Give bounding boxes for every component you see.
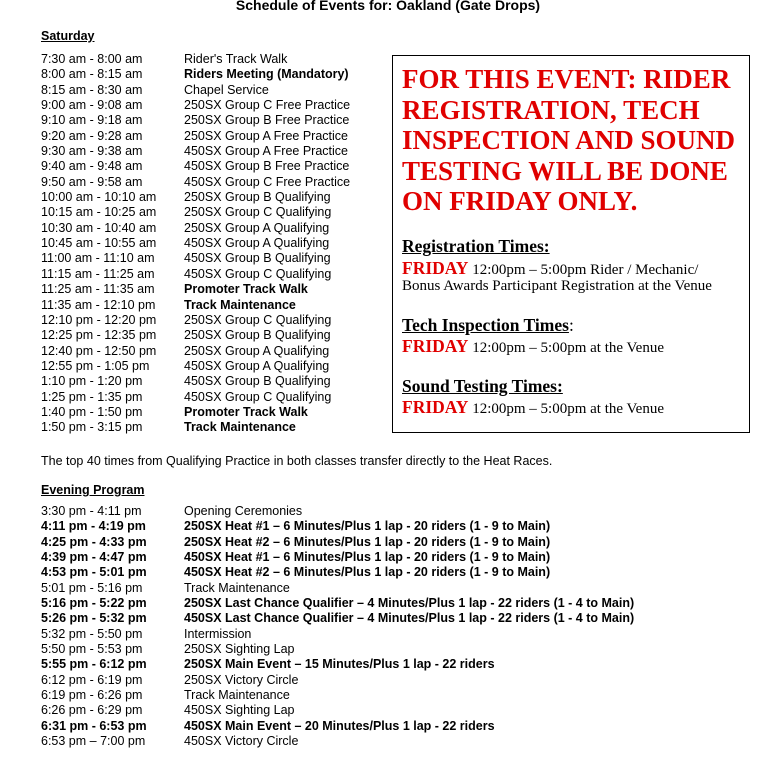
schedule-time: 9:20 am - 9:28 am [41, 128, 143, 143]
schedule-time: 5:01 pm - 5:16 pm [41, 580, 143, 595]
schedule-event: 250SX Heat #2 – 6 Minutes/Plus 1 lap - 20 riders (1 - 9 to Main) [184, 534, 551, 549]
schedule-event: 450SX Last Chance Qualifier – 4 Minutes/Plus 1 lap - 22 riders (1 - 4 to Main) [184, 611, 635, 626]
schedule-time: 8:15 am - 8:30 am [41, 82, 143, 97]
schedule-event: 450SX Group A Free Practice [184, 144, 348, 159]
schedule-event: 450SX Group B Qualifying [184, 374, 331, 389]
tech-heading-text: Tech Inspection Times [402, 315, 569, 335]
schedule-time: 1:25 pm - 1:35 pm [41, 389, 143, 404]
schedule-event: Chapel Service [184, 82, 269, 97]
schedule-time: 4:25 pm - 4:33 pm [41, 534, 147, 549]
schedule-event: 450SX Group B Free Practice [184, 159, 350, 174]
schedule-event: 450SX Group C Free Practice [184, 174, 351, 189]
schedule-time: 4:11 pm - 4:19 pm [41, 519, 146, 534]
schedule-time: 9:10 am - 9:18 am [41, 113, 143, 128]
schedule-time: 5:32 pm - 5:50 pm [41, 626, 143, 641]
registration-heading-text: Registration Times: [402, 236, 550, 256]
schedule-event: 450SX Group A Qualifying [184, 358, 330, 373]
schedule-time: 6:19 pm - 6:26 pm [41, 688, 143, 703]
schedule-time: 6:31 pm - 6:53 pm [41, 718, 147, 733]
schedule-time: 6:26 pm - 6:29 pm [41, 703, 143, 718]
registration-time: 12:00pm – 5:00pm Rider / Mechanic/ [468, 262, 699, 278]
tech-heading-colon: : [568, 315, 574, 335]
schedule-event: 450SX Victory Circle [184, 734, 299, 749]
tech-time: 12:00pm – 5:00pm at the Venue [468, 340, 664, 356]
schedule-event: 250SX Victory Circle [184, 672, 299, 687]
sound-heading [402, 376, 563, 396]
tech-day: FRIDAY [402, 336, 469, 356]
registration-day: FRIDAY [402, 258, 469, 278]
schedule-time: 6:12 pm - 6:19 pm [41, 672, 143, 687]
schedule-time: 10:30 am - 10:40 am [41, 220, 157, 235]
schedule-event: 450SX Heat #1 – 6 Minutes/Plus 1 lap - 20 riders (1 - 9 to Main) [184, 550, 551, 565]
schedule-time: 7:30 am - 8:00 am [41, 52, 143, 66]
schedule-event: 250SX Main Event – 15 Minutes/Plus 1 lap - 22 riders [184, 657, 495, 672]
schedule-event: 250SX Last Chance Qualifier – 4 Minutes/Plus 1 lap - 22 riders (1 - 4 to Main) [184, 596, 635, 611]
schedule-event: 250SX Group C Qualifying [184, 205, 332, 220]
schedule-event: 450SX Group C Qualifying [184, 266, 332, 281]
schedule-event: Track Maintenance [184, 688, 290, 703]
qualifying-note: The top 40 times from Qualifying Practice in both classes transfer directly to the Heat Races. [41, 454, 553, 468]
tech-heading [402, 315, 574, 335]
schedule-time: 5:16 pm - 5:22 pm [41, 596, 147, 611]
schedule-event: Rider's Track Walk [184, 52, 288, 66]
schedule-event: 250SX Group C Free Practice [184, 98, 351, 113]
registration-heading [402, 236, 550, 256]
schedule-time: 4:53 pm - 5:01 pm [41, 565, 147, 580]
schedule-time: 9:30 am - 9:38 am [41, 144, 143, 159]
schedule-time: 6:53 pm – 7:00 pm [41, 734, 146, 749]
schedule-event: 250SX Group A Free Practice [184, 128, 348, 143]
schedule-event: Track Maintenance [184, 580, 290, 595]
schedule-event: 250SX Group C Qualifying [184, 312, 332, 327]
page-title: Schedule of Events for: Oakland (Gate Drops) [235, 0, 541, 13]
schedule-time: 11:15 am - 11:25 am [41, 266, 155, 281]
schedule-event: 250SX Group A Qualifying [184, 220, 330, 235]
schedule-time: 12:25 pm - 12:35 pm [41, 328, 157, 343]
schedule-time: 11:00 am - 11:10 am [41, 251, 155, 266]
schedule-event: 250SX Group B Qualifying [184, 190, 331, 205]
schedule-time: 11:35 am - 12:10 pm [41, 297, 156, 312]
schedule-time: 9:00 am - 9:08 am [41, 98, 143, 113]
schedule-time: 9:40 am - 9:48 am [41, 159, 143, 174]
schedule-event: Riders Meeting (Mandatory) [184, 67, 349, 82]
schedule-event: 450SX Group A Qualifying [184, 236, 330, 251]
schedule-time: 1:40 pm - 1:50 pm [41, 404, 143, 419]
friday-notice-box [392, 55, 750, 433]
schedule-event: 450SX Heat #2 – 6 Minutes/Plus 1 lap - 20 riders (1 - 9 to Main) [184, 565, 551, 580]
schedule-event: Track Maintenance [184, 420, 296, 435]
schedule-time: 5:55 pm - 6:12 pm [41, 657, 147, 672]
friday-only-alert: FOR THIS EVENT: RIDER REGISTRATION, TECH INSPECTION AND SOUND TESTING WILL BE DONE ON FRIDAY ONLY. [402, 64, 736, 216]
evening-heading: Evening Program [41, 483, 145, 497]
schedule-event: 450SX Group B Qualifying [184, 251, 331, 266]
sound-line [402, 397, 664, 419]
schedule-event: 250SX Group B Free Practice [184, 113, 350, 128]
schedule-time: 10:45 am - 10:55 am [41, 236, 157, 251]
schedule-event: Intermission [184, 626, 252, 641]
schedule-event: Promoter Track Walk [184, 404, 308, 419]
schedule-time: 12:40 pm - 12:50 pm [41, 343, 157, 358]
schedule-time: 11:25 am - 11:35 am [41, 282, 155, 297]
schedule-time: 12:10 pm - 12:20 pm [41, 312, 157, 327]
schedule-event: 250SX Group A Qualifying [184, 343, 330, 358]
schedule-event: 250SX Heat #1 – 6 Minutes/Plus 1 lap - 20 riders (1 - 9 to Main) [184, 519, 551, 534]
schedule-time: 1:50 pm - 3:15 pm [41, 420, 143, 435]
schedule-time: 3:30 pm - 4:11 pm [41, 504, 142, 518]
schedule-event: Track Maintenance [184, 297, 296, 312]
schedule-event: 450SX Group C Qualifying [184, 389, 332, 404]
schedule-time: 12:55 pm - 1:05 pm [41, 358, 150, 373]
sound-heading-text: Sound Testing Times: [402, 376, 563, 396]
schedule-time: 1:10 pm - 1:20 pm [41, 374, 143, 389]
schedule-time: 4:39 pm - 4:47 pm [41, 550, 147, 565]
schedule-time: 8:00 am - 8:15 am [41, 67, 143, 82]
schedule-event: 450SX Main Event – 20 Minutes/Plus 1 lap - 22 riders [184, 718, 495, 733]
schedule-time: 10:15 am - 10:25 am [41, 205, 157, 220]
schedule-time: 5:26 pm - 5:32 pm [41, 611, 147, 626]
schedule-event: 250SX Group B Qualifying [184, 328, 331, 343]
schedule-time: 9:50 am - 9:58 am [41, 174, 143, 189]
registration-line-2: Bonus Awards Participant Registration at the Venue [402, 278, 712, 294]
schedule-event: Promoter Track Walk [184, 282, 308, 297]
schedule-time: 5:50 pm - 5:53 pm [41, 642, 143, 657]
schedule-time: 10:00 am - 10:10 am [41, 190, 157, 205]
tech-line [402, 336, 664, 358]
schedule-event: 450SX Sighting Lap [184, 703, 295, 718]
schedule-event: 250SX Sighting Lap [184, 642, 295, 657]
sound-day: FRIDAY [402, 397, 469, 417]
saturday-heading: Saturday [41, 29, 95, 43]
schedule-event: Opening Ceremonies [184, 504, 303, 518]
sound-time: 12:00pm – 5:00pm at the Venue [468, 401, 664, 417]
